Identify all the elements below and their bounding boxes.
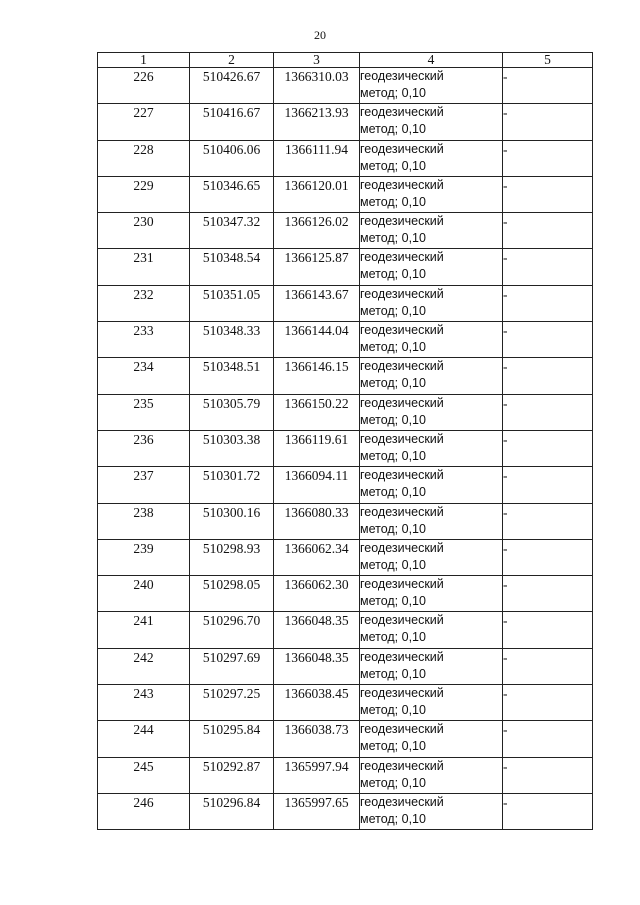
x-coordinate-cell: 510292.87 — [190, 757, 274, 793]
x-coordinate-cell: 510298.93 — [190, 539, 274, 575]
method-line-2: метод; 0,10 — [360, 703, 426, 718]
method-cell — [360, 104, 503, 140]
column-header-4: 4 — [360, 53, 503, 68]
x-coordinate-cell: 510303.38 — [190, 430, 274, 466]
point-number-cell: 237 — [98, 467, 190, 503]
method-line-2: метод; 0,10 — [360, 594, 426, 609]
table-row — [98, 793, 593, 829]
note-cell: - — [503, 394, 593, 430]
note-cell: - — [503, 104, 593, 140]
note-cell: - — [503, 285, 593, 321]
x-coordinate-cell: 510426.67 — [190, 68, 274, 104]
note-cell: - — [503, 721, 593, 757]
note-cell: - — [503, 322, 593, 358]
method-line-2: метод; 0,10 — [360, 303, 426, 318]
method-cell — [360, 503, 503, 539]
method-cell — [360, 539, 503, 575]
x-coordinate-cell: 510297.25 — [190, 685, 274, 721]
note-cell: - — [503, 757, 593, 793]
x-coordinate-cell: 510406.06 — [190, 140, 274, 176]
y-coordinate-cell: 1366143.67 — [274, 285, 360, 321]
note-cell: - — [503, 793, 593, 829]
y-coordinate-cell: 1366038.73 — [274, 721, 360, 757]
y-coordinate-cell: 1366146.15 — [274, 358, 360, 394]
point-number-cell: 242 — [98, 648, 190, 684]
note-cell: - — [503, 68, 593, 104]
table-row — [98, 322, 593, 358]
point-number-cell: 227 — [98, 104, 190, 140]
method-line-2: метод; 0,10 — [360, 122, 426, 137]
method-line-1: геодезический — [360, 577, 444, 592]
method-line-2: метод; 0,10 — [360, 485, 426, 500]
y-coordinate-cell: 1366048.35 — [274, 648, 360, 684]
table-row — [98, 213, 593, 249]
point-number-cell: 239 — [98, 539, 190, 575]
note-cell: - — [503, 249, 593, 285]
method-line-2: метод; 0,10 — [360, 340, 426, 355]
method-cell — [360, 213, 503, 249]
method-cell — [360, 285, 503, 321]
method-cell — [360, 685, 503, 721]
point-number-cell: 229 — [98, 176, 190, 212]
note-cell: - — [503, 213, 593, 249]
point-number-cell: 231 — [98, 249, 190, 285]
table-row — [98, 757, 593, 793]
y-coordinate-cell: 1366150.22 — [274, 394, 360, 430]
point-number-cell: 243 — [98, 685, 190, 721]
y-coordinate-cell: 1366111.94 — [274, 140, 360, 176]
method-line-2: метод; 0,10 — [360, 267, 426, 282]
point-number-cell: 241 — [98, 612, 190, 648]
method-line-2: метод; 0,10 — [360, 630, 426, 645]
table-row — [98, 358, 593, 394]
x-coordinate-cell: 510295.84 — [190, 721, 274, 757]
x-coordinate-cell: 510301.72 — [190, 467, 274, 503]
method-line-1: геодезический — [360, 686, 444, 701]
y-coordinate-cell: 1365997.94 — [274, 757, 360, 793]
method-line-1: геодезический — [360, 540, 444, 555]
method-line-1: геодезический — [360, 649, 444, 664]
table-row — [98, 685, 593, 721]
method-line-2: метод; 0,10 — [360, 412, 426, 427]
x-coordinate-cell: 510297.69 — [190, 648, 274, 684]
method-line-2: метод; 0,10 — [360, 739, 426, 754]
method-line-1: геодезический — [360, 431, 444, 446]
method-line-2: метод; 0,10 — [360, 376, 426, 391]
table-row — [98, 104, 593, 140]
y-coordinate-cell: 1366310.03 — [274, 68, 360, 104]
x-coordinate-cell: 510348.33 — [190, 322, 274, 358]
method-line-2: метод; 0,10 — [360, 194, 426, 209]
method-cell — [360, 68, 503, 104]
point-number-cell: 230 — [98, 213, 190, 249]
x-coordinate-cell: 510347.32 — [190, 213, 274, 249]
method-line-1: геодезический — [360, 105, 444, 120]
method-cell — [360, 140, 503, 176]
method-line-1: геодезический — [360, 359, 444, 374]
table-row — [98, 503, 593, 539]
table-header — [98, 53, 593, 68]
y-coordinate-cell: 1365997.65 — [274, 793, 360, 829]
table-row — [98, 176, 593, 212]
y-coordinate-cell: 1366048.35 — [274, 612, 360, 648]
note-cell: - — [503, 467, 593, 503]
method-cell — [360, 467, 503, 503]
y-coordinate-cell: 1366126.02 — [274, 213, 360, 249]
header-row — [98, 53, 593, 68]
point-number-cell: 245 — [98, 757, 190, 793]
table-row — [98, 721, 593, 757]
table-row — [98, 576, 593, 612]
method-cell — [360, 322, 503, 358]
note-cell: - — [503, 503, 593, 539]
method-cell — [360, 612, 503, 648]
method-line-1: геодезический — [360, 141, 444, 156]
y-coordinate-cell: 1366125.87 — [274, 249, 360, 285]
table-row — [98, 467, 593, 503]
y-coordinate-cell: 1366038.45 — [274, 685, 360, 721]
note-cell: - — [503, 685, 593, 721]
y-coordinate-cell: 1366080.33 — [274, 503, 360, 539]
y-coordinate-cell: 1366119.61 — [274, 430, 360, 466]
y-coordinate-cell: 1366094.11 — [274, 467, 360, 503]
x-coordinate-cell: 510296.70 — [190, 612, 274, 648]
table-row — [98, 68, 593, 104]
method-cell — [360, 249, 503, 285]
method-line-2: метод; 0,10 — [360, 231, 426, 246]
y-coordinate-cell: 1366062.34 — [274, 539, 360, 575]
point-number-cell: 226 — [98, 68, 190, 104]
method-line-2: метод; 0,10 — [360, 811, 426, 826]
column-header-5: 5 — [503, 53, 593, 68]
point-number-cell: 235 — [98, 394, 190, 430]
method-cell — [360, 394, 503, 430]
method-line-1: геодезический — [360, 468, 444, 483]
method-line-1: геодезический — [360, 794, 444, 809]
note-cell: - — [503, 612, 593, 648]
y-coordinate-cell: 1366144.04 — [274, 322, 360, 358]
y-coordinate-cell: 1366213.93 — [274, 104, 360, 140]
column-header-1: 1 — [98, 53, 190, 68]
note-cell: - — [503, 176, 593, 212]
x-coordinate-cell: 510298.05 — [190, 576, 274, 612]
point-number-cell: 244 — [98, 721, 190, 757]
coordinates-table — [97, 52, 593, 830]
method-line-1: геодезический — [360, 214, 444, 229]
y-coordinate-cell: 1366062.30 — [274, 576, 360, 612]
column-header-2: 2 — [190, 53, 274, 68]
method-cell — [360, 757, 503, 793]
method-line-1: геодезический — [360, 395, 444, 410]
table-row — [98, 285, 593, 321]
point-number-cell: 233 — [98, 322, 190, 358]
table-row — [98, 249, 593, 285]
method-line-1: геодезический — [360, 286, 444, 301]
note-cell: - — [503, 140, 593, 176]
method-line-2: метод; 0,10 — [360, 448, 426, 463]
table-row — [98, 539, 593, 575]
point-number-cell: 228 — [98, 140, 190, 176]
x-coordinate-cell: 510346.65 — [190, 176, 274, 212]
method-line-2: метод; 0,10 — [360, 775, 426, 790]
method-line-2: метод; 0,10 — [360, 666, 426, 681]
note-cell: - — [503, 430, 593, 466]
method-line-1: геодезический — [360, 758, 444, 773]
x-coordinate-cell: 510300.16 — [190, 503, 274, 539]
method-line-1: геодезический — [360, 504, 444, 519]
method-line-2: метод; 0,10 — [360, 86, 426, 100]
point-number-cell: 232 — [98, 285, 190, 321]
x-coordinate-cell: 510296.84 — [190, 793, 274, 829]
method-line-1: геодезический — [360, 722, 444, 737]
point-number-cell: 238 — [98, 503, 190, 539]
y-coordinate-cell: 1366120.01 — [274, 176, 360, 212]
method-cell — [360, 358, 503, 394]
table-row — [98, 394, 593, 430]
table-body — [98, 68, 593, 830]
x-coordinate-cell: 510348.51 — [190, 358, 274, 394]
x-coordinate-cell: 510305.79 — [190, 394, 274, 430]
page-number: 20 — [314, 28, 326, 42]
point-number-cell: 234 — [98, 358, 190, 394]
point-number-cell: 240 — [98, 576, 190, 612]
column-header-3: 3 — [274, 53, 360, 68]
method-line-2: метод; 0,10 — [360, 521, 426, 536]
x-coordinate-cell: 510416.67 — [190, 104, 274, 140]
method-cell — [360, 576, 503, 612]
method-cell — [360, 648, 503, 684]
method-cell — [360, 430, 503, 466]
table-row — [98, 648, 593, 684]
note-cell: - — [503, 648, 593, 684]
method-line-1: геодезический — [360, 323, 444, 338]
note-cell: - — [503, 358, 593, 394]
point-number-cell: 246 — [98, 793, 190, 829]
table-row — [98, 612, 593, 648]
table-row — [98, 140, 593, 176]
point-number-cell: 236 — [98, 430, 190, 466]
method-line-1: геодезический — [360, 69, 444, 83]
method-line-2: метод; 0,10 — [360, 158, 426, 173]
x-coordinate-cell: 510351.05 — [190, 285, 274, 321]
method-line-2: метод; 0,10 — [360, 557, 426, 572]
note-cell: - — [503, 576, 593, 612]
method-line-1: геодезический — [360, 177, 444, 192]
method-line-1: геодезический — [360, 250, 444, 265]
method-cell — [360, 721, 503, 757]
method-cell — [360, 176, 503, 212]
x-coordinate-cell: 510348.54 — [190, 249, 274, 285]
table-row — [98, 430, 593, 466]
method-line-1: геодезический — [360, 613, 444, 628]
note-cell: - — [503, 539, 593, 575]
method-cell — [360, 793, 503, 829]
